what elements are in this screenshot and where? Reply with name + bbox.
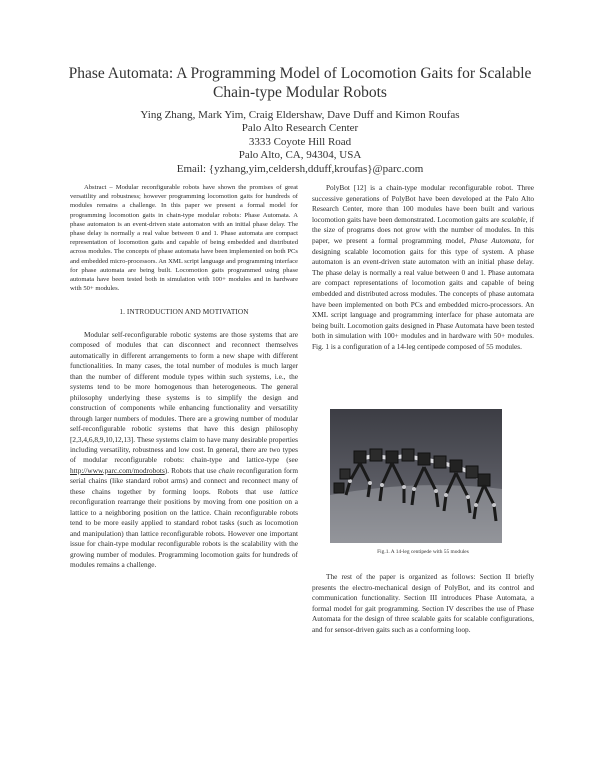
right-column-bottom: [312, 572, 534, 636]
polybot-text-3: , for designing scalable locomotion gaits for this type of system. A phase automaton is an event-driven state automaton with an initial phase delay. The phase delay is normally a real value between 0 and 1. Phase automata are compact representations of locomotion gaits and capable of being embedded and distributed across modules. The concepts of phase automata have been implemented on both PCs and embedded micro-processors. An XML script language and programming interface for phase automata are being built. Locomotion gaits designed in Phase Automata have been tested both in simulation with 100+ modules and in hardware with 50+ modules. Fig. 1 is a configuration of a 14-leg centipede composed of 55 modules.: [312, 235, 534, 351]
phase-automata-term: Phase Automata: [469, 235, 520, 245]
intro-chain-term: chain: [218, 465, 235, 475]
centipede-robot-illustration: [330, 409, 502, 543]
figure-caption: Fig.1. A 14-leg centipede with 55 modules: [377, 549, 469, 555]
author-organization: Palo Alto Research Center: [241, 122, 359, 135]
author-address-street: 3333 Coyote Hill Road: [248, 135, 352, 148]
abstract: Abstract – Modular reconfigurable robots have shown the promises of great versatility and robustness; however programming locomotion gaits for hundreds of modules remains a challenge. In this paper we present a formal model for programming locomotion gaits in chain-type modular robots: Phase Automata. A phase automaton is an event-driven state automaton with an initial phase delay. The phase delay is normally a real value between 0 and 1. Phase automata are compact representation of locomotion gaits and capable of being embedded and distributed across modules. The concepts of phase automata have been implemented on both PCs and embedded micro-processors. An XML script language and programming interface for phase automata are being built. Locomotion gaits programmed using phase automata have been tested both in simulation with 100+ modules and in hardware with 50+ modules.: [70, 184, 298, 293]
right-column-top: [312, 183, 534, 353]
title-line-1: Phase Automata: A Programming Model of Locomotion Gaits for Scalable: [68, 65, 532, 82]
section-heading-introduction: 1. INTRODUCTION AND MOTIVATION: [119, 307, 249, 317]
intro-text-4: reconfiguration rearrange their positions by moving from one position on a lattice to a neighboring position on the lattice. Chain reconfigurable robots tend to be more easily applied to standard robot tasks (such as locomotion and manipulation) than lattice reconfigurable robots. However one important issue for chain-type modular reconfigurable robots is the scalability with the growing number of modules. Programming locomotion gaits for hundreds of modules remains a challenge.: [70, 497, 298, 569]
author-names: Ying Zhang, Mark Yim, Craig Eldershaw, Dave Duff and Kimon Roufas: [140, 109, 460, 121]
intro-text-2: ). Robots that use: [164, 465, 219, 475]
left-column: [70, 183, 298, 570]
polybot-text-2: , if the size of programs does not grow with the number of modules. In this paper, we present a formal programming model,: [312, 214, 535, 245]
author-block: [60, 109, 540, 176]
title-line-2: Chain-type Modular Robots: [213, 84, 387, 101]
centipede-robot-photo: [330, 409, 502, 543]
intro-text-3: reconfiguration form serial chains (like standard robot arms) and connect and reconnect many of these chains together by forming loops. Robots that use: [70, 465, 299, 496]
modrobots-link[interactable]: http://www.parc.com/modrobots: [70, 465, 165, 475]
paper-title: [40, 64, 560, 102]
author-email: Email: {yzhang,yim,celdersh,dduff,kroufas}@parc.com: [176, 162, 424, 175]
polybot-text-1: PolyBot [12] is a chain-type modular reconfigurable robot. Three successive generations of PolyBot have been developed at the Palo Alto Research Center, more than 100 modules have been built and various locomotion gaits have been demonstrated. Locomotion gaits are: [312, 183, 534, 224]
organization-paragraph: The rest of the paper is organized as follows: Section II briefly presents the electro-mechanical design of PolyBot, and its control and communication functionality. Section III introduces Phase Automata, a formal model for gait programming. Section IV describes the use of Phase Automata for the design of three scalable gaits for scalable configurations, and for sensor-driven gaits such as a conforming loop.: [312, 572, 534, 634]
intro-text-1: Modular self-reconfigurable robotic systems are those systems that are composed of modules that can disconnect and reconnect themselves automatically in different arrangements to form a new shape with different functionalities. In many cases, the total number of modules is much larger than the number of different module types within such systems, i.e., the systems tend to be more homogenous than heterogeneous. The general philosophy underlying these systems is to simplify the design and construction of components while enhancing functionality and versatility through larger numbers of modules. There are a growing number of modular self-reconfigurable robotic systems that have this design philosophy [2,3,4,6,8,9,10,12,13]. These systems claim to have many desirable properties including versatility, robustness and low cost. In general, there are two types of modular reconfigurable robots: chain-type and lattice-type (see: [70, 330, 298, 465]
author-address-city: Palo Alto, CA, 94304, USA: [238, 149, 362, 162]
intro-lattice-term: lattice: [279, 486, 298, 496]
polybot-paragraph: [312, 183, 534, 353]
introduction-paragraph: [70, 330, 298, 570]
scalable-term: scalable: [501, 214, 526, 224]
